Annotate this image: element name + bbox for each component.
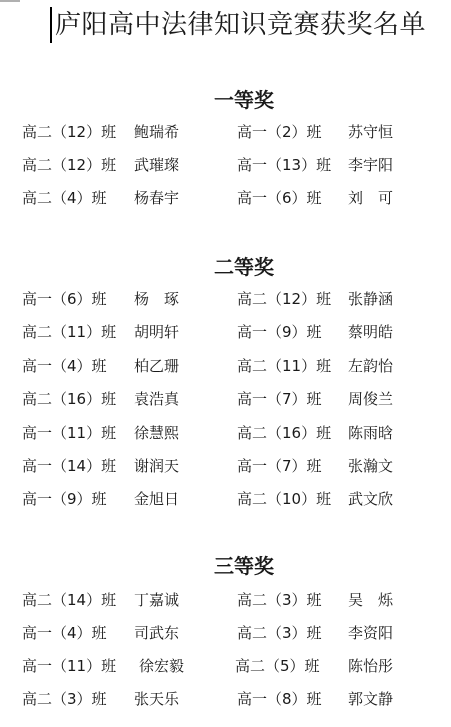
winner-class: 高二（12）班 <box>22 156 117 174</box>
winner-class: 高二（16）班 <box>22 390 117 408</box>
winner-class: 高二（14）班 <box>22 591 117 609</box>
winner-name: 徐宏毅 <box>139 657 185 675</box>
winner-name: 鲍瑞希 <box>134 123 180 141</box>
winner-row <box>0 688 451 710</box>
winner-row <box>0 455 451 477</box>
winner-name: 司武东 <box>134 624 180 642</box>
winner-name: 刘 可 <box>348 189 394 207</box>
winner-row <box>0 154 451 176</box>
winner-name: 左韵怡 <box>348 357 394 375</box>
winner-name: 谢润天 <box>134 457 180 475</box>
winner-class: 高一（8）班 <box>237 690 322 708</box>
winner-class: 高二（4）班 <box>22 189 107 207</box>
winner-name: 张天乐 <box>134 690 180 708</box>
winner-name: 李宇阳 <box>348 156 394 174</box>
winner-name: 袁浩真 <box>134 390 180 408</box>
award-heading-first: 一等奖 <box>214 88 274 112</box>
winner-row <box>0 589 451 611</box>
winner-name: 胡明轩 <box>134 323 180 341</box>
winner-class: 高一（6）班 <box>22 290 107 308</box>
winner-name: 苏守恒 <box>348 123 394 141</box>
winner-row <box>0 655 451 677</box>
winner-class: 高一（14）班 <box>22 457 117 475</box>
winner-class: 高二（3）班 <box>237 591 322 609</box>
winner-name: 丁嘉诚 <box>134 591 180 609</box>
winner-class: 高二（11）班 <box>237 357 332 375</box>
winner-name: 杨春宇 <box>134 189 180 207</box>
winner-name: 武文欣 <box>348 490 394 508</box>
winner-class: 高一（13）班 <box>237 156 332 174</box>
winner-row <box>0 187 451 209</box>
winner-name: 徐慧熙 <box>134 424 180 442</box>
winner-row <box>0 622 451 644</box>
winner-name: 张瀚文 <box>348 457 394 475</box>
winner-class: 高一（11）班 <box>22 424 117 442</box>
winner-class: 高二（3）班 <box>22 690 107 708</box>
winner-name: 李资阳 <box>348 624 394 642</box>
winner-name: 吴 烁 <box>348 591 394 609</box>
winner-name: 蔡明皓 <box>348 323 394 341</box>
winner-class: 高二（5）班 <box>235 657 320 675</box>
text-cursor <box>50 7 52 43</box>
winner-class: 高一（7）班 <box>237 390 322 408</box>
document-title[interactable]: 庐阳高中法律知识竞赛获奖名单 <box>55 10 427 40</box>
winner-class: 高一（2）班 <box>237 123 322 141</box>
winner-name: 张静涵 <box>348 290 394 308</box>
page-corner-mark <box>0 0 20 2</box>
award-heading-third: 三等奖 <box>214 554 274 578</box>
winner-class: 高二（11）班 <box>22 323 117 341</box>
winner-name: 郭文静 <box>348 690 394 708</box>
winner-class: 高一（4）班 <box>22 357 107 375</box>
winner-class: 高二（16）班 <box>237 424 332 442</box>
winner-row <box>0 321 451 343</box>
winner-class: 高一（11）班 <box>22 657 117 675</box>
winner-name: 陈怡彤 <box>348 657 394 675</box>
winner-name: 武璀璨 <box>134 156 180 174</box>
winner-name: 周俊兰 <box>348 390 394 408</box>
winner-class: 高一（6）班 <box>237 189 322 207</box>
winner-class: 高一（7）班 <box>237 457 322 475</box>
winner-class: 高一（9）班 <box>22 490 107 508</box>
winner-row <box>0 488 451 510</box>
winner-class: 高二（12）班 <box>22 123 117 141</box>
award-heading-second: 二等奖 <box>214 255 274 279</box>
winner-name: 金旭日 <box>134 490 180 508</box>
winner-class: 高一（9）班 <box>237 323 322 341</box>
winner-name: 杨 琢 <box>134 290 180 308</box>
winner-class: 高二（12）班 <box>237 290 332 308</box>
winner-class: 高二（3）班 <box>237 624 322 642</box>
winner-row <box>0 288 451 310</box>
winner-row <box>0 422 451 444</box>
winner-row <box>0 121 451 143</box>
winner-class: 高二（10）班 <box>237 490 332 508</box>
winner-class: 高一（4）班 <box>22 624 107 642</box>
winner-name: 陈雨晗 <box>348 424 394 442</box>
winner-row <box>0 355 451 377</box>
winner-row <box>0 388 451 410</box>
winner-name: 柏乙珊 <box>134 357 180 375</box>
